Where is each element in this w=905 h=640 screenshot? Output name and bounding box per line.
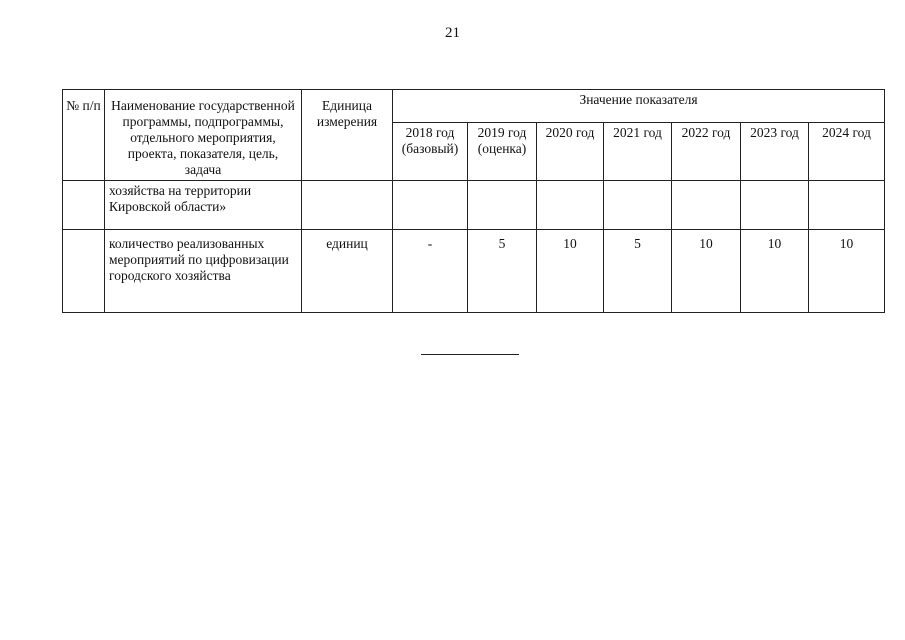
header-num: № п/п <box>63 90 105 181</box>
header-value-group: Значение показателя <box>393 90 885 123</box>
row-value <box>393 181 468 230</box>
row-value: 10 <box>672 230 741 313</box>
row-value: 10 <box>809 230 885 313</box>
header-year: 2023 год <box>741 122 809 180</box>
header-name: Наименование государственной программы, подпрограммы, отдельного мероприятия, проекта, показателя, цель, задача <box>105 90 302 181</box>
row-name: хозяйства на территории Кировской области» <box>105 181 302 230</box>
page-number: 21 <box>445 25 460 41</box>
header-year: 2018 год (базовый) <box>393 122 468 180</box>
row-unit: единиц <box>302 230 393 313</box>
row-value <box>741 181 809 230</box>
row-num <box>63 181 105 230</box>
row-value: 5 <box>468 230 537 313</box>
row-num <box>63 230 105 313</box>
end-divider-line <box>421 354 519 355</box>
table-row <box>63 181 885 230</box>
row-value <box>809 181 885 230</box>
row-value <box>468 181 537 230</box>
header-row <box>63 90 885 123</box>
table-row <box>63 230 885 313</box>
header-year: 2024 год <box>809 122 885 180</box>
header-year: 2022 год <box>672 122 741 180</box>
row-value <box>604 181 672 230</box>
header-year: 2020 год <box>537 122 604 180</box>
row-name: количество реализованных мероприятий по цифровизации городского хозяйства <box>105 230 302 313</box>
header-year: 2019 год (оценка) <box>468 122 537 180</box>
row-value <box>537 181 604 230</box>
row-value: 5 <box>604 230 672 313</box>
row-unit <box>302 181 393 230</box>
indicator-table <box>62 89 885 313</box>
row-value: - <box>393 230 468 313</box>
row-value: 10 <box>741 230 809 313</box>
row-value: 10 <box>537 230 604 313</box>
header-year: 2021 год <box>604 122 672 180</box>
row-value <box>672 181 741 230</box>
header-unit: Единица измерения <box>302 90 393 181</box>
